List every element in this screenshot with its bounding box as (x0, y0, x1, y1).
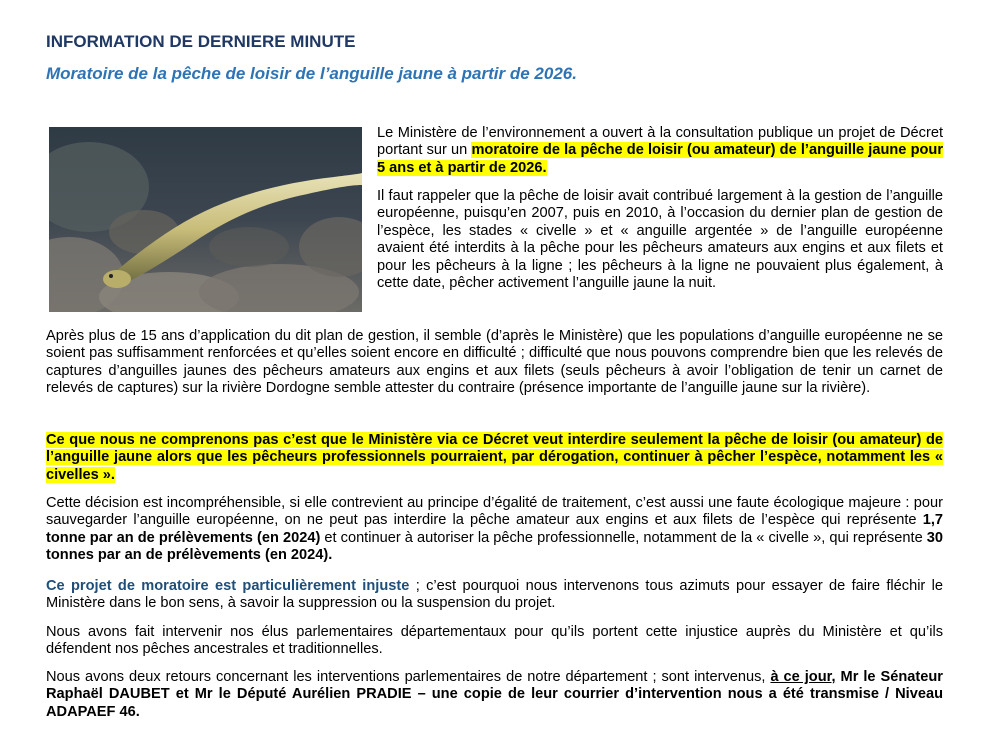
decision-text-1: Cette décision est incompréhensible, si elle contrevient au principe d’égalité de traitement, c’est aussi une faute écologique majeure : pour sauvegarder l’anguille européenne, on ne peut pas interdire la pêche amateur aux engins et aux filets de l’espèce qui représente (46, 495, 943, 529)
paragraph-elus: Nous avons fait intervenir nos élus parlementaires départementaux pour qu’ils portent cette injustice auprès du Ministère et qu’ils défendent nos pêches ancestrales et traditionnelles. (46, 624, 943, 658)
retours-text: Nous avons deux retours concernant les interventions parlementaires de notre département ; sont intervenus, (46, 669, 771, 685)
intro-text: Le Ministère de l’environnement a ouvert à la consultation publique un projet de Décret portant sur un (377, 125, 943, 159)
paragraph-retours (46, 669, 943, 721)
injustice-emphasis: Ce projet de moratoire est particulièrement injuste (46, 578, 410, 594)
retours-underline: à ce jour, (770, 669, 836, 685)
eel-photo-icon (49, 127, 362, 312)
decision-text-2: et continuer à autoriser la pêche professionnelle, notamment de la « civelle », qui représente (320, 529, 927, 546)
page-subtitle: Moratoire de la pêche de loisir de l’anguille jaune à partir de 2026. (46, 64, 577, 83)
paragraph-injustice (46, 578, 943, 613)
decision-bold-1: 1,7 tonne par an de prélèvements (en 2024) (46, 512, 943, 546)
paragraph-intro (377, 125, 943, 177)
decision-bold-2: 30 tonnes par an de prélèvements (en 2024). (46, 529, 943, 564)
page-title: INFORMATION DE DERNIERE MINUTE (46, 32, 356, 51)
paragraph-decision (46, 495, 943, 565)
injustice-text: ; c’est pourquoi nous intervenons tous azimuts pour essayer de faire fléchir le Ministère dans le bon sens, à savoir la suppression ou la suspension du projet. (46, 578, 944, 612)
paragraph-objection (46, 432, 943, 484)
paragraph-context: Après plus de 15 ans d’application du dit plan de gestion, il semble (d’après le Ministère) que les populations d’anguille européenne ne se soient pas suffisamment renforcées et qu’elles soient encore en difficulté ; difficulté que nous pouvons comprendre bien que les relevés de captures d’anguilles jaunes des pêcheurs amateurs aux engins et aux filets (seuls pêcheurs à avoir l’obligation de tenir un carnet de relevés de captures) sur la rivière Dordogne semble attester du contraire (présence importante de l’anguille jaune sur la rivière). (46, 328, 943, 397)
retours-bold: Mr le Sénateur Raphaël DAUBET et Mr le Député Aurélien PRADIE – une copie de leur courrier d’intervention nous a été transmise / Niveau ADAPAEF 46. (46, 669, 943, 720)
eel-photo (49, 127, 362, 312)
intro-highlight: moratoire de la pêche de loisir (ou amateur) de l’anguille jaune pour 5 ans et à partir de 2026. (377, 142, 943, 176)
objection-highlight: Ce que nous ne comprenons pas c’est que le Ministère via ce Décret veut interdire seulement la pêche de loisir (ou amateur) de l’anguille jaune alors que les pêcheurs professionnels pourraient, par dérogation, continuer à pêcher l’espèce, notamment les « civelles ». (46, 432, 943, 483)
paragraph-history: Il faut rappeler que la pêche de loisir avait contribué largement à la gestion de l’anguille européenne, puisqu’en 2007, puis en 2010, à l’occasion du dernier plan de gestion de l’espèce, les stades « civelle » et « anguille argentée » de l’anguille européenne avaient été interdits à la pêche pour les pêcheurs amateurs aux engins et aux filets et pour les pêcheurs à la ligne ; les pêcheurs à la ligne ne pouvaient plus également, à cette date, pêcher activement l’anguille jaune la nuit. (377, 188, 943, 292)
